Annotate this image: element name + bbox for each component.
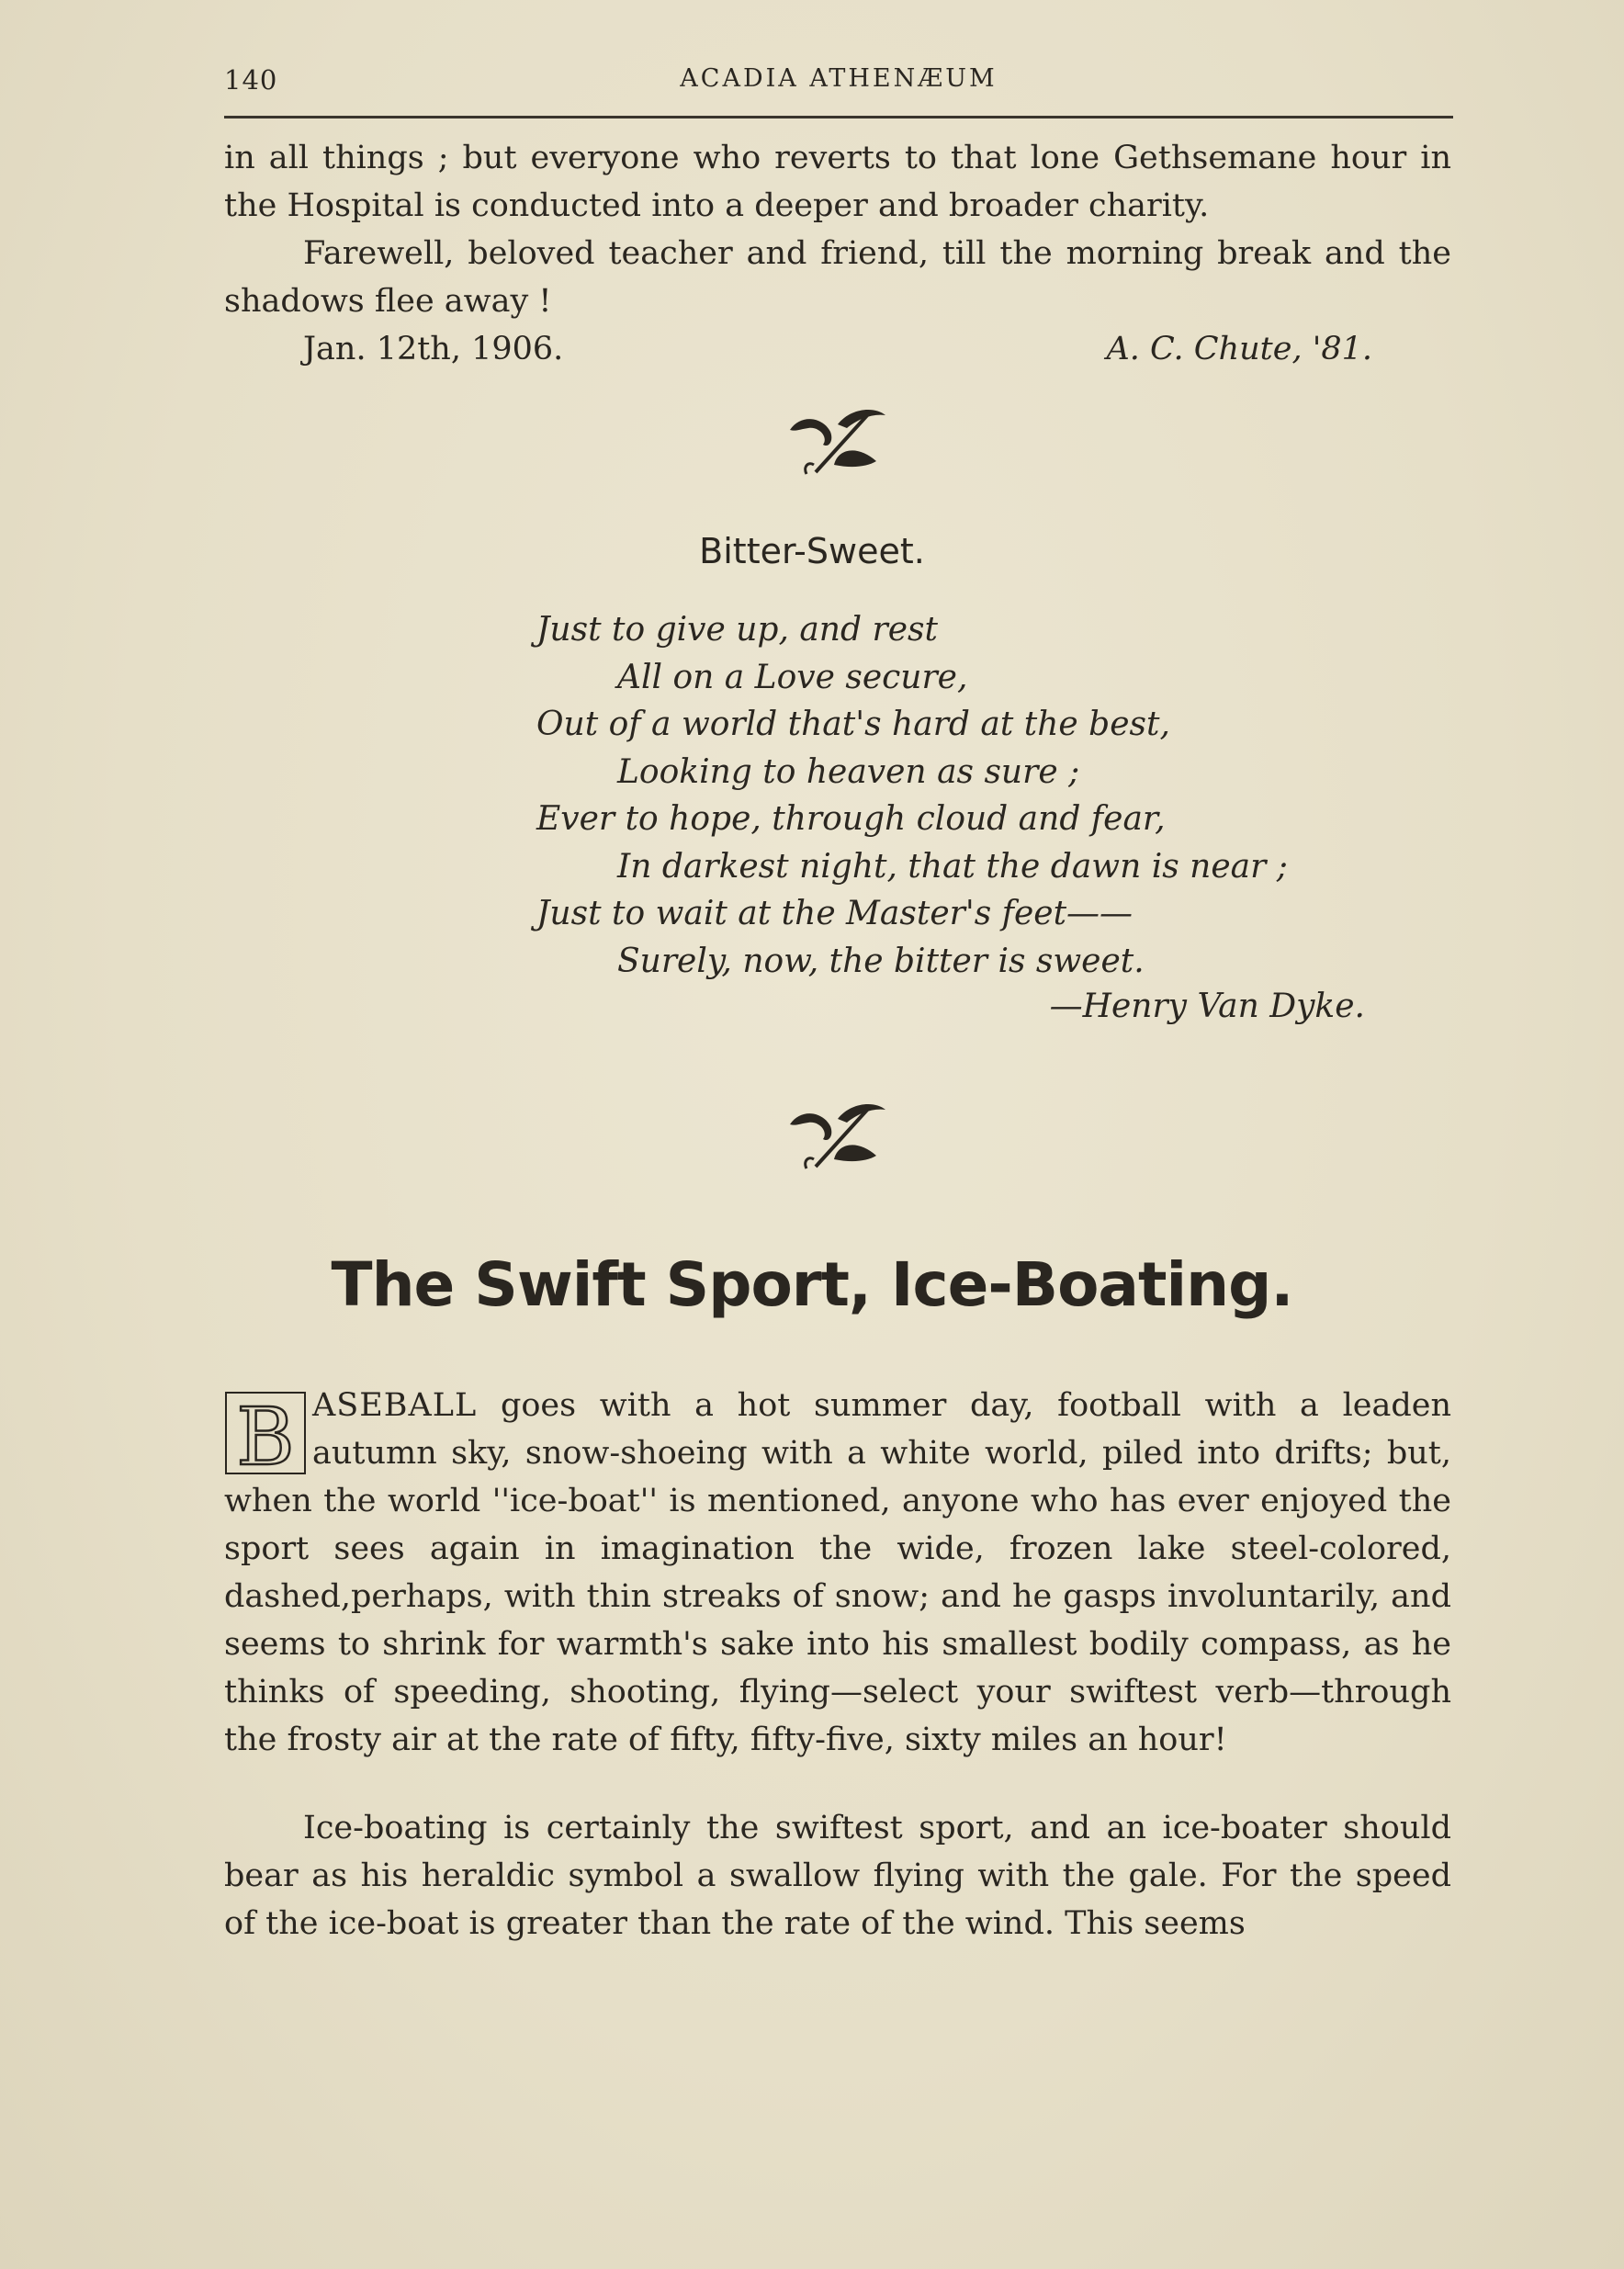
dropcap-letter — [224, 1389, 307, 1477]
dropcap-lead-word: ASEBALL — [312, 1387, 478, 1424]
letter-date: Jan. 12th, 1906. — [303, 331, 564, 367]
poem-line: All on a Love secure, — [617, 658, 968, 696]
article-paragraph-1 — [224, 1382, 1451, 1764]
poem-line: Ever to hope, through cloud and fear, — [536, 800, 1166, 838]
poem-line: Out of a world that's hard at the best, — [536, 706, 1170, 743]
journal-title: ACADIA ATHENÆUM — [680, 64, 998, 93]
page-number: 140 — [224, 64, 278, 96]
running-head — [224, 64, 1453, 119]
poem-body — [536, 606, 1382, 985]
poem-title: Bitter-Sweet. — [699, 531, 925, 571]
poem-line: Just to give up, and rest — [536, 611, 938, 649]
poem-line: In darkest night, that the dawn is near ; — [617, 847, 1288, 886]
poem-line: Just to wait at the Master's feet—— — [536, 895, 1133, 932]
letter-paragraph-1: in all things ; but everyone who reverts to that lone Gethsemane hour in the Hospital is conducted into a deeper and broader charity. — [224, 140, 1451, 224]
poem-line: Looking to heaven as sure ; — [617, 752, 1080, 791]
article-paragraph-1-text: goes with a hot summer day, football with a leaden autumn sky, snow-shoeing with a white world, piled into drifts; but, when the world ''ice-boat'' is mentioned, anyone who has ever enjoyed the sport sees again in imagination the wide, frozen lake steel-colored, dashed,perhaps, with thin streaks of snow; and he gasps involuntarily, and seems to shrink for warmth's sake into his smallest bodily compass, as he thinks of speeding, shooting, flying—select your swiftest verb—through the frosty air at the rate of fifty, fifty-five, sixty miles an hour! — [224, 1387, 1451, 1758]
article-paragraph-2: Ice-boating is certainly the swiftest sport, and an ice-boater should bear as his heraldic symbol a swallow flying with the gale. For the speed of the ice-boat is greater than the rate of the wind. This seems — [224, 1810, 1451, 1942]
poem-line: Surely, now, the bitter is sweet. — [617, 942, 1145, 980]
fleuron-ornament-icon — [781, 1095, 891, 1178]
letter-signoff — [303, 325, 1372, 373]
letter-paragraph-2: Farewell, beloved teacher and friend, till the morning break and the shadows flee away ! — [224, 235, 1451, 320]
fleuron-ornament-icon — [781, 401, 891, 483]
article-title: The Swift Sport, Ice-Boating. — [331, 1249, 1293, 1320]
dropcap-glyph: B — [236, 1392, 295, 1477]
letter-author: A. C. Chute, '81. — [1106, 331, 1372, 367]
poem-attribution: —Henry Van Dyke. — [1049, 988, 1365, 1025]
